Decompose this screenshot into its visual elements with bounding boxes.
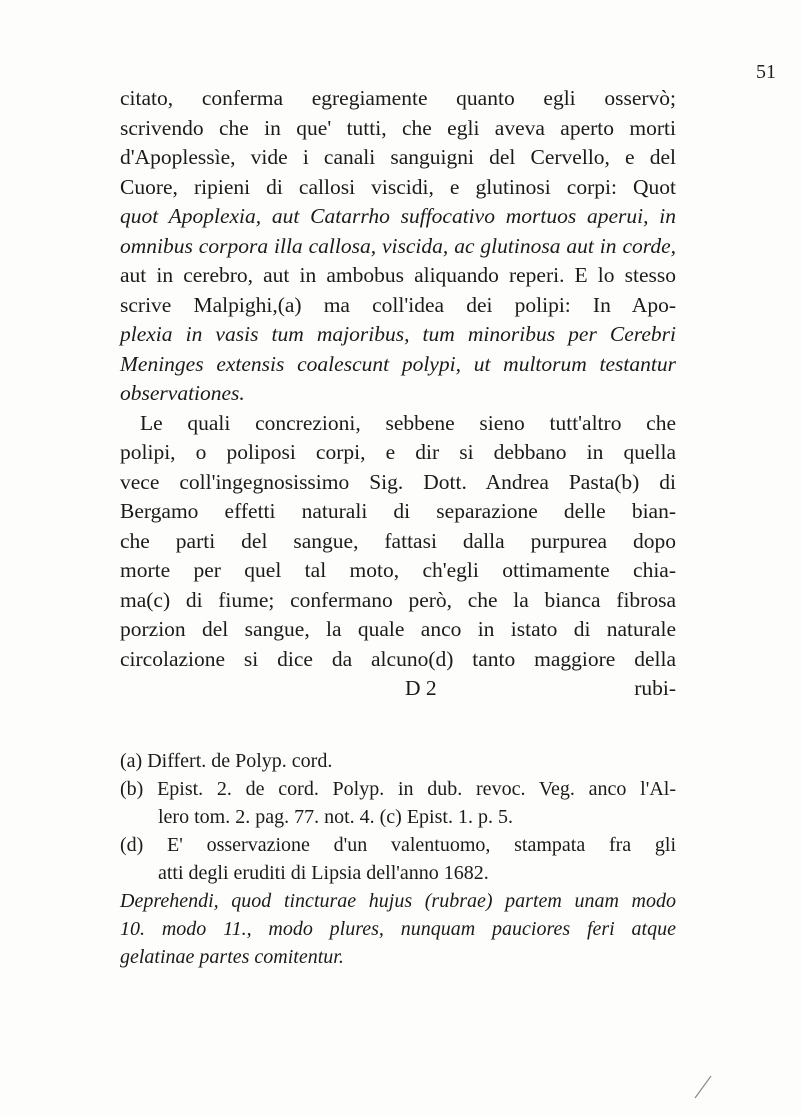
- text-line: plexia in vasis tum majoribus, tum minoribus per Cerebri: [120, 322, 676, 346]
- text-line: porzion del sangue, la quale anco in istato di naturale: [120, 617, 676, 641]
- footnote-line: (d) E' osservazione d'un valentuomo, stampata fra gli: [120, 834, 676, 856]
- signature-mark: D 2: [405, 676, 437, 700]
- page-number: 51: [756, 61, 776, 83]
- text-line: scrivendo che in que' tutti, che egli aveva aperto morti: [120, 115, 676, 140]
- text-line: omnibus corpora illa callosa, viscida, ac glutinosa aut in corde,: [120, 233, 676, 258]
- text-line: Le quali concrezioni, sebbene sieno tutt'altro che: [140, 410, 676, 435]
- text-line: polipi, o poliposi corpi, e dir si debbano in quella: [120, 440, 676, 464]
- text-line: citato, conferma egregiamente quanto egli osservò;: [120, 86, 676, 110]
- main-text: [120, 84, 676, 704]
- text-line: Bergamo effetti naturali di separazione delle bian-: [120, 499, 676, 523]
- text-line: ma(c) di fiume; confermano però, che la bianca fibrosa: [120, 587, 676, 612]
- text-line: quot Apoplexia, aut Catarrho suffocativo mortuos aperui, in: [120, 204, 676, 228]
- ink-mark: [692, 1074, 714, 1100]
- footnote-line: lero tom. 2. pag. 77. not. 4. (c) Epist. 1. p. 5.: [158, 806, 513, 828]
- text-line: scrive Malpighi,(a) ma coll'idea dei polipi: In Apo-: [120, 292, 676, 317]
- text-line: morte per quel tal moto, ch'egli ottimamente chia-: [120, 558, 676, 582]
- footnote-line: (a) Differt. de Polyp. cord.: [120, 750, 333, 772]
- footnote-line: 10. modo 11., modo plures, nunquam pauciores feri atque: [120, 918, 676, 940]
- text-line: d'Apoplessìe, vide i canali sanguigni del Cervello, e del: [120, 145, 676, 169]
- text-line: che parti del sangue, fattasi dalla purpurea dopo: [120, 528, 676, 553]
- text-line: Cuore, ripieni di callosi viscidi, e glutinosi corpi: Quot: [120, 174, 676, 199]
- text-line: aut in cerebro, aut in ambobus aliquando reperi. E lo stesso: [120, 263, 676, 287]
- text-line: circolazione si dice da alcuno(d) tanto maggiore della: [120, 646, 676, 671]
- footnote-line: gelatinae partes comitentur.: [120, 946, 344, 968]
- text-line: observationes.: [120, 381, 245, 405]
- text-line: vece coll'ingegnosissimo Sig. Dott. Andrea Pasta(b) di: [120, 469, 676, 494]
- footnote-line: Deprehendi, quod tincturae hujus (rubrae) partem unam modo: [120, 890, 676, 912]
- catchword: rubi-: [634, 676, 676, 700]
- footnote-line: atti degli eruditi di Lipsia dell'anno 1682.: [158, 862, 489, 884]
- signature-line: [120, 674, 676, 704]
- footnote-line: (b) Epist. 2. de cord. Polyp. in dub. revoc. Veg. anco l'Al-: [120, 778, 676, 800]
- footnotes: [120, 747, 676, 971]
- text-line: Meninges extensis coalescunt polypi, ut multorum testantur: [120, 351, 676, 376]
